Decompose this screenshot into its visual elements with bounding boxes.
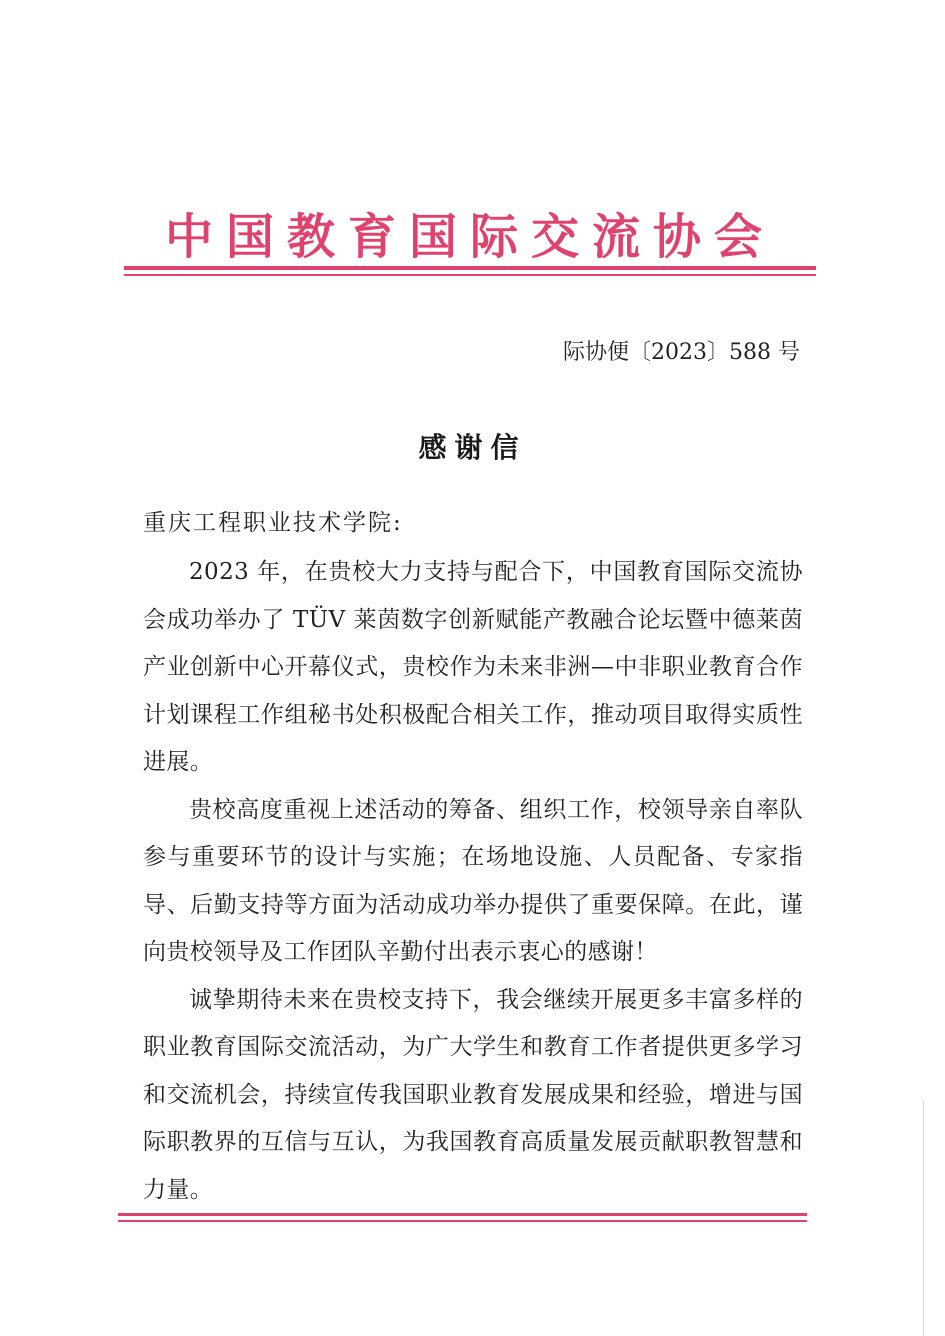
letter-title: 感谢信: [418, 431, 527, 464]
paragraph-2: 贵校高度重视上述活动的筹备、组织工作，校领导亲自率队参与重要环节的设计与实施；在场地设施、人员配备、专家指导、后勤支持等方面为活动成功举办提供了重要保障。在此，谨向贵校领导及工作团队辛勤付出表示衷心的感谢！: [143, 796, 803, 965]
letter-body: [143, 549, 803, 1214]
salutation: 重庆工程职业技术学院:: [143, 510, 403, 536]
organization-header: 中国教育国际交流协会: [164, 209, 775, 265]
document-number: 际协便〔2023〕588 号: [563, 340, 800, 365]
footer-rule-thin: [118, 1220, 807, 1222]
header-rule-thin: [124, 274, 816, 276]
scan-edge-line: [923, 1100, 924, 1336]
header-rule-thick: [124, 266, 816, 270]
footer-rule-thick: [118, 1213, 807, 1216]
paragraph-1: 2023 年，在贵校大力支持与配合下，中国教育国际交流协会成功举办了 TÜV 莱茵数字创新赋能产教融合论坛暨中德莱茵产业创新中心开幕仪式，贵校作为未来非洲—中非职业教育合作计划课程工作组秘书处积极配合相关工作，推动项目取得实质性进展。: [143, 559, 803, 775]
paragraph-3: 诚挚期待未来在贵校支持下，我会继续开展更多丰富多样的职业教育国际交流活动，为广大学生和教育工作者提供更多学习和交流机会，持续宣传我国职业教育发展成果和经验，增进与国际职教界的互信与互认，为我国教育高质量发展贡献职教智慧和力量。: [143, 986, 803, 1203]
